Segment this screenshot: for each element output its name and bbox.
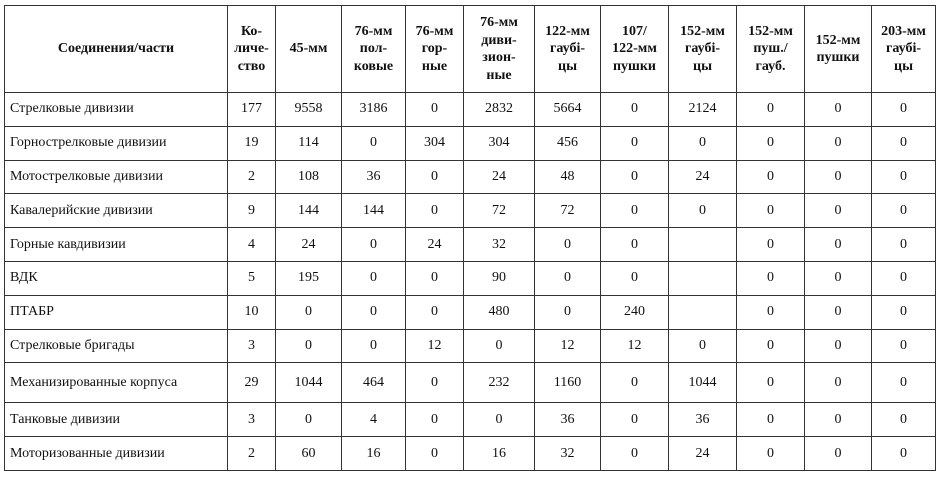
table-cell: 0 <box>406 261 464 295</box>
table-cell: 0 <box>535 261 601 295</box>
table-cell: 464 <box>342 363 406 403</box>
table-cell: 144 <box>342 194 406 228</box>
column-header-line: 152-мм <box>748 23 793 39</box>
table-cell: 0 <box>276 295 342 329</box>
table-cell: 0 <box>872 329 936 363</box>
table-cell: 0 <box>872 295 936 329</box>
row-label: Стрелковые бригады <box>5 329 228 363</box>
table-cell: 480 <box>464 295 535 329</box>
column-header-line: 107/ <box>622 23 647 39</box>
table-cell: 32 <box>535 437 601 471</box>
table-cell: 0 <box>805 194 872 228</box>
column-header-2 <box>276 6 342 93</box>
column-header-line: пушки <box>816 50 860 65</box>
table-cell: 0 <box>737 194 805 228</box>
table-row <box>5 295 936 329</box>
table-cell: 0 <box>737 363 805 403</box>
table-cell: 29 <box>228 363 276 403</box>
row-label: Горные кавдивизии <box>5 228 228 262</box>
header-row <box>5 6 936 93</box>
table-cell: 114 <box>276 126 342 160</box>
table-cell: 4 <box>228 228 276 262</box>
table-row <box>5 160 936 194</box>
table-row <box>5 194 936 228</box>
table-cell: 0 <box>872 160 936 194</box>
table-cell: 0 <box>342 295 406 329</box>
table-cell: 5 <box>228 261 276 295</box>
table-cell: 0 <box>601 403 669 437</box>
table-cell: 0 <box>805 403 872 437</box>
column-header-line: 76-мм <box>354 23 393 39</box>
table-cell: 0 <box>805 363 872 403</box>
table-cell: 0 <box>872 363 936 403</box>
column-header-5 <box>464 6 535 93</box>
row-label: Горнострелковые дивизии <box>5 126 228 160</box>
column-header-line: 203-мм <box>881 23 926 39</box>
table-row <box>5 403 936 437</box>
column-header-line: гаубі- <box>549 41 585 57</box>
table-cell: 0 <box>805 261 872 295</box>
table-cell: 108 <box>276 160 342 194</box>
table-cell: 0 <box>805 228 872 262</box>
table-cell: 0 <box>737 228 805 262</box>
table-cell: 0 <box>342 228 406 262</box>
table-cell: 2832 <box>464 93 535 127</box>
column-header-line: Соединения/части <box>57 41 175 57</box>
column-header-line: 152-мм <box>815 32 861 48</box>
table-cell: 0 <box>406 93 464 127</box>
table-cell: 0 <box>601 126 669 160</box>
table-cell: 10 <box>228 295 276 329</box>
table-cell: 72 <box>464 194 535 228</box>
table-cell: 0 <box>464 329 535 363</box>
table-cell: 0 <box>601 93 669 127</box>
table-cell: 0 <box>535 295 601 329</box>
table-cell: 1044 <box>276 363 342 403</box>
column-header-line: Ко- <box>240 23 263 39</box>
table-cell: 2124 <box>669 93 737 127</box>
column-header-3 <box>342 6 406 93</box>
table-row <box>5 93 936 127</box>
table-cell: 0 <box>805 295 872 329</box>
table-cell: 0 <box>669 329 737 363</box>
column-header-7 <box>601 6 669 93</box>
column-header-line: 76-мм <box>415 23 454 39</box>
table-cell: 0 <box>805 126 872 160</box>
table-row <box>5 261 936 295</box>
table-cell: 0 <box>406 363 464 403</box>
table-cell: 24 <box>276 228 342 262</box>
table-cell: 0 <box>406 403 464 437</box>
table-cell: 0 <box>276 403 342 437</box>
table-cell: 16 <box>464 437 535 471</box>
table-cell: 456 <box>535 126 601 160</box>
table-cell: 0 <box>805 93 872 127</box>
table-cell: 16 <box>342 437 406 471</box>
table-cell: 0 <box>737 160 805 194</box>
table-cell: 0 <box>872 126 936 160</box>
table-cell: 5664 <box>535 93 601 127</box>
column-header-9 <box>737 6 805 93</box>
table-cell: 0 <box>737 261 805 295</box>
table-cell <box>669 228 737 262</box>
table-cell: 12 <box>406 329 464 363</box>
column-header-11 <box>872 6 936 93</box>
table-cell: 36 <box>669 403 737 437</box>
table-cell <box>669 295 737 329</box>
column-header-line: цы <box>894 58 913 74</box>
table-cell: 0 <box>737 437 805 471</box>
table-cell: 3 <box>228 329 276 363</box>
column-header-line: ковые <box>353 58 394 74</box>
table-cell: 0 <box>669 126 737 160</box>
table-cell: 0 <box>669 194 737 228</box>
column-header-line: зион- <box>482 50 516 65</box>
table-cell: 60 <box>276 437 342 471</box>
table-body <box>5 93 936 471</box>
table-cell: 2 <box>228 437 276 471</box>
table-cell: 0 <box>406 295 464 329</box>
table-cell: 2 <box>228 160 276 194</box>
column-header-line: пушки <box>612 58 657 74</box>
table-cell: 0 <box>872 228 936 262</box>
table-cell: 0 <box>737 295 805 329</box>
table-cell: 19 <box>228 126 276 160</box>
table-cell: 0 <box>805 437 872 471</box>
table-row <box>5 329 936 363</box>
table-row <box>5 363 936 403</box>
table-cell: 0 <box>601 363 669 403</box>
table-cell: 0 <box>872 437 936 471</box>
table-cell: 0 <box>342 261 406 295</box>
table-cell: 0 <box>737 329 805 363</box>
table-cell: 0 <box>464 403 535 437</box>
table-cell: 3186 <box>342 93 406 127</box>
table-cell: 24 <box>406 228 464 262</box>
column-header-line: гор- <box>421 41 448 57</box>
table-cell: 0 <box>737 126 805 160</box>
row-label: Механизированные корпуса <box>5 363 228 403</box>
column-header-line: 122-мм <box>612 41 657 57</box>
column-header-line: гаубі- <box>684 41 720 57</box>
table-cell: 0 <box>805 329 872 363</box>
column-header-line: 152-мм <box>680 23 725 39</box>
column-header-10 <box>805 6 872 93</box>
table-cell: 240 <box>601 295 669 329</box>
table-cell: 0 <box>342 329 406 363</box>
table-cell: 0 <box>737 403 805 437</box>
table-cell <box>669 261 737 295</box>
column-header-line: 45-мм <box>289 41 328 57</box>
table-cell: 0 <box>601 261 669 295</box>
row-label: Стрелковые дивизии <box>5 93 228 127</box>
table-cell: 48 <box>535 160 601 194</box>
table-cell: 304 <box>406 126 464 160</box>
table-cell: 36 <box>342 160 406 194</box>
column-header-line: пуш./ <box>753 41 788 57</box>
table-cell: 0 <box>601 228 669 262</box>
table-cell: 72 <box>535 194 601 228</box>
table-cell: 9558 <box>276 93 342 127</box>
table-cell: 24 <box>669 437 737 471</box>
column-header-line: 122-мм <box>545 23 590 39</box>
column-header-1 <box>228 6 276 93</box>
column-header-line: личе- <box>234 41 269 57</box>
column-header-line: диви- <box>481 32 517 48</box>
column-header-6 <box>535 6 601 93</box>
table-cell: 0 <box>276 329 342 363</box>
table-cell: 0 <box>872 261 936 295</box>
table-cell: 24 <box>669 160 737 194</box>
table-cell: 36 <box>535 403 601 437</box>
table-cell: 32 <box>464 228 535 262</box>
table-cell: 9 <box>228 194 276 228</box>
column-header-line: гаубі- <box>885 41 921 57</box>
table-cell: 304 <box>464 126 535 160</box>
column-header-4 <box>406 6 464 93</box>
column-header-units <box>5 6 228 93</box>
column-header-8 <box>669 6 737 93</box>
table-row <box>5 437 936 471</box>
table-cell: 177 <box>228 93 276 127</box>
column-header-line: пол- <box>359 41 388 57</box>
table-cell: 195 <box>276 261 342 295</box>
row-label: ПТАБР <box>5 295 228 329</box>
table-cell: 0 <box>406 160 464 194</box>
table-cell: 0 <box>406 437 464 471</box>
column-header-line: 76-мм <box>480 15 518 30</box>
column-header-line: цы <box>558 58 577 74</box>
table-container <box>4 5 936 471</box>
table-cell: 0 <box>872 93 936 127</box>
table-cell: 12 <box>601 329 669 363</box>
table-cell: 12 <box>535 329 601 363</box>
table-cell: 0 <box>406 194 464 228</box>
table-cell: 24 <box>464 160 535 194</box>
table-cell: 0 <box>737 93 805 127</box>
row-label: Танковые дивизии <box>5 403 228 437</box>
table-cell: 144 <box>276 194 342 228</box>
table-cell: 1044 <box>669 363 737 403</box>
column-header-line: ные <box>421 58 448 74</box>
table-cell: 0 <box>535 228 601 262</box>
table-cell: 4 <box>342 403 406 437</box>
column-header-line: ство <box>237 58 266 74</box>
table-cell: 0 <box>601 194 669 228</box>
column-header-line: гауб. <box>755 58 786 74</box>
column-header-line: цы <box>693 58 712 74</box>
row-label: Моторизованные дивизии <box>5 437 228 471</box>
row-label: ВДК <box>5 261 228 295</box>
table-cell: 0 <box>601 437 669 471</box>
row-label: Кавалерийские дивизии <box>5 194 228 228</box>
column-header-line: ные <box>486 67 512 83</box>
row-label: Мотострелковые дивизии <box>5 160 228 194</box>
table-cell: 0 <box>872 194 936 228</box>
table-cell: 0 <box>872 403 936 437</box>
artillery-table <box>4 5 936 471</box>
table-cell: 0 <box>342 126 406 160</box>
table-cell: 0 <box>601 160 669 194</box>
table-row <box>5 228 936 262</box>
table-cell: 0 <box>805 160 872 194</box>
table-row <box>5 126 936 160</box>
table-cell: 1160 <box>535 363 601 403</box>
table-cell: 3 <box>228 403 276 437</box>
table-cell: 232 <box>464 363 535 403</box>
table-cell: 90 <box>464 261 535 295</box>
